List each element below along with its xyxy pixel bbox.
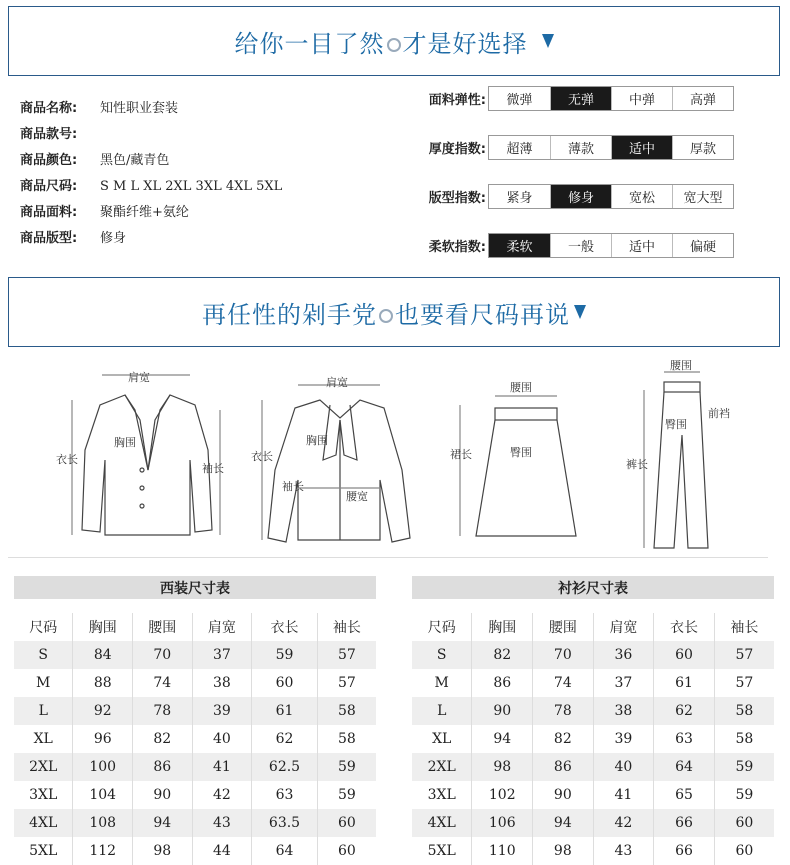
table-row (14, 837, 376, 865)
table-cell: M (434, 675, 449, 691)
table-cell: 36 (593, 641, 654, 669)
info-label: 商品颜色: (20, 153, 78, 168)
banner-size-part1: 再任性的剁手党 (202, 300, 377, 329)
table-row (14, 641, 376, 669)
info-row (20, 200, 282, 226)
banner-title (235, 24, 528, 59)
table-cell: S (14, 641, 73, 669)
shirt-waist-label: 腰宽 (346, 490, 368, 503)
table-cell: 70 (533, 641, 594, 669)
table-row (412, 641, 774, 669)
garment-diagrams (40, 360, 760, 560)
table-cell: 61 (252, 697, 318, 725)
table-cell: 59 (252, 641, 318, 669)
info-value: 聚酯纤维+氨纶 (100, 205, 189, 220)
shirt-sleeve-label: 袖长 (282, 480, 304, 493)
table-header: 衣长 (252, 613, 318, 641)
table-cell: 64 (654, 753, 715, 781)
table-header: 尺码 (29, 620, 58, 636)
table-cell: 100 (73, 753, 133, 781)
attr-option: 适中 (611, 136, 672, 159)
table-cell: 112 (73, 837, 133, 865)
table-header: 胸围 (73, 613, 133, 641)
shirt-length-label: 衣长 (251, 450, 273, 463)
attr-option: 薄款 (550, 136, 611, 159)
table-cell: 5XL (29, 843, 58, 859)
table-cell: M (36, 675, 51, 691)
pants-icon (644, 372, 708, 548)
table-row (14, 725, 376, 753)
jacket-length-label: 衣长 (56, 453, 78, 466)
attr-options (488, 233, 734, 258)
product-info (20, 96, 282, 252)
attr-option: 紧身 (506, 191, 533, 206)
info-row (20, 174, 282, 200)
suit-table-title: 西装尺寸表 (14, 576, 376, 599)
table-header: 袖长 (714, 613, 774, 641)
table-cell: XL (33, 731, 53, 747)
attr-row (408, 135, 734, 160)
attr-option: 宽大型 (672, 185, 733, 208)
arrow-down-icon (574, 305, 586, 319)
attribute-panel (408, 86, 734, 282)
info-label: 商品名称: (20, 101, 78, 116)
table-row (14, 753, 376, 781)
table-header-row (412, 613, 774, 641)
attr-options (488, 86, 734, 111)
attr-option: 超薄 (506, 142, 533, 157)
table-cell: 88 (73, 669, 133, 697)
attr-option: 偏硬 (672, 234, 733, 257)
table-cell: 84 (73, 641, 133, 669)
banner-size-title (202, 295, 570, 330)
jacket-sleeve-label: 袖长 (202, 462, 224, 475)
table-cell: 58 (317, 697, 376, 725)
shirt-icon (262, 385, 410, 542)
table-cell: 82 (472, 641, 533, 669)
table-cell: XL (432, 731, 452, 747)
table-cell: 64 (252, 837, 318, 865)
skirt-waist-label: 腰围 (510, 381, 532, 394)
table-header: 袖长 (317, 613, 376, 641)
table-header: 肩宽 (593, 613, 654, 641)
table-cell: 59 (317, 753, 376, 781)
table-cell: 102 (472, 781, 533, 809)
table-cell: 65 (654, 781, 715, 809)
table-cell: 58 (714, 725, 774, 753)
table-cell: 60 (714, 837, 774, 865)
suit-size-table (14, 576, 376, 865)
attr-option: 宽松 (611, 185, 672, 208)
attr-row (408, 86, 734, 111)
table-cell: 59 (714, 781, 774, 809)
table-cell: 78 (133, 697, 193, 725)
attr-label: 厚度指数: (428, 142, 486, 157)
table-row (412, 781, 774, 809)
table-cell: 4XL (14, 809, 73, 837)
shirt-table-title: 衬衫尺寸表 (412, 576, 774, 599)
shirt-shoulder-label: 肩宽 (326, 376, 348, 389)
info-label: 商品版型: (20, 231, 78, 246)
table-cell: 92 (73, 697, 133, 725)
table-cell: 60 (317, 837, 376, 865)
attr-option: 厚款 (672, 136, 733, 159)
skirt-length-label: 裙长 (450, 448, 472, 461)
banner-size-part2: 也要看尺码再说 (395, 300, 570, 329)
banner-title-part1: 给你一目了然 (234, 29, 385, 58)
skirt-icon (460, 396, 576, 536)
table-cell: 108 (73, 809, 133, 837)
attr-option: 一般 (550, 234, 611, 257)
pants-hip-label: 臀围 (665, 418, 687, 431)
table-cell: 43 (192, 809, 252, 837)
table-cell: 74 (533, 669, 594, 697)
table-row (14, 781, 376, 809)
table-row (412, 697, 774, 725)
attr-option: 无弹 (550, 87, 611, 110)
table-row (14, 697, 376, 725)
table-cell: 90 (472, 697, 533, 725)
shirt-size-table (412, 576, 774, 865)
banner-size (8, 277, 780, 347)
table-row (412, 725, 774, 753)
table-cell: 39 (192, 697, 252, 725)
pants-length-label: 裤长 (626, 458, 648, 471)
table-header: 衣长 (654, 613, 715, 641)
table-cell: 40 (593, 753, 654, 781)
table-cell: 60 (252, 669, 318, 697)
table-cell: 37 (192, 641, 252, 669)
table-cell: 66 (654, 837, 715, 865)
info-row (20, 148, 282, 174)
table-row (412, 837, 774, 865)
table-cell: 58 (317, 725, 376, 753)
skirt-hip-label: 臀围 (510, 446, 532, 459)
table-cell: 61 (654, 669, 715, 697)
table-cell: L (14, 697, 73, 725)
swirl-icon (379, 309, 393, 323)
table-cell: 44 (192, 837, 252, 865)
attr-option: 适中 (611, 234, 672, 257)
info-row (20, 226, 282, 252)
table-cell: 2XL (412, 753, 472, 781)
table-cell: 86 (533, 753, 594, 781)
swirl-icon (387, 38, 401, 52)
divider (8, 557, 768, 558)
table-header: 腰围 (133, 613, 193, 641)
table-cell: 98 (133, 837, 193, 865)
table-cell: 39 (593, 725, 654, 753)
attr-options (488, 184, 734, 209)
attr-options (488, 135, 734, 160)
info-label: 商品尺码: (20, 179, 78, 194)
table-cell: 82 (533, 725, 594, 753)
table-cell: 41 (593, 781, 654, 809)
table-cell: L (412, 697, 472, 725)
info-value: 知性职业套装 (100, 101, 179, 116)
arrow-down-icon (542, 34, 554, 48)
table-row (412, 809, 774, 837)
table-cell: 57 (317, 669, 376, 697)
attr-row (408, 233, 734, 258)
jacket-chest-label: 胸围 (114, 436, 136, 449)
info-row (20, 122, 282, 148)
table-cell: 41 (192, 753, 252, 781)
table-cell: 3XL (427, 787, 456, 803)
table-header: 腰围 (533, 613, 594, 641)
banner-title-part2: 才是好选择 (402, 29, 528, 58)
table-cell: 98 (472, 753, 533, 781)
table-cell: 66 (654, 809, 715, 837)
attr-row (408, 184, 734, 209)
table-cell: 70 (133, 641, 193, 669)
info-label: 商品面料: (20, 205, 78, 220)
attr-label: 柔软指数: (428, 240, 486, 255)
table-cell: 42 (593, 809, 654, 837)
table-cell: 63 (252, 781, 318, 809)
jacket-shoulder-label: 肩宽 (128, 371, 150, 384)
table-cell: 40 (192, 725, 252, 753)
attr-option: 中弹 (611, 87, 672, 110)
table-cell: 78 (533, 697, 594, 725)
attr-option: 柔软 (489, 234, 550, 257)
jacket-icon (72, 375, 220, 535)
table-cell: 38 (593, 697, 654, 725)
table-cell: 5XL (427, 843, 456, 859)
table-cell: 43 (593, 837, 654, 865)
table-cell: 86 (133, 753, 193, 781)
pants-waist-label: 腰围 (670, 360, 692, 372)
table-cell: 59 (317, 781, 376, 809)
table-cell: 90 (533, 781, 594, 809)
table-cell: 106 (472, 809, 533, 837)
info-value: 修身 (100, 231, 127, 246)
table-cell: 63 (654, 725, 715, 753)
info-label: 商品款号: (20, 127, 78, 142)
table-cell: 60 (317, 809, 376, 837)
table-cell: 94 (472, 725, 533, 753)
table-cell: 60 (654, 641, 715, 669)
attr-option: 修身 (550, 185, 611, 208)
table-cell: 42 (192, 781, 252, 809)
table-cell: 57 (317, 641, 376, 669)
table-row (14, 669, 376, 697)
table-header: 尺码 (427, 620, 456, 636)
banner-top (8, 6, 780, 76)
table-cell: 3XL (29, 787, 58, 803)
table-cell: 82 (133, 725, 193, 753)
table-header: 肩宽 (192, 613, 252, 641)
shirt-chest-label: 胸围 (306, 434, 328, 447)
table-cell: 57 (714, 641, 774, 669)
attr-option: 高弹 (672, 87, 733, 110)
table-cell: 62 (654, 697, 715, 725)
info-value: S M L XL 2XL 3XL 4XL 5XL (100, 179, 283, 194)
table-cell: 86 (472, 669, 533, 697)
table-cell: 62 (252, 725, 318, 753)
table-cell: 4XL (412, 809, 472, 837)
table-cell: 98 (533, 837, 594, 865)
table-cell: 110 (472, 837, 533, 865)
table-cell: 2XL (14, 753, 73, 781)
table-cell: 74 (133, 669, 193, 697)
table-header: 胸围 (472, 613, 533, 641)
table-cell: 94 (133, 809, 193, 837)
table-cell: 58 (714, 697, 774, 725)
table-cell: 60 (714, 809, 774, 837)
pants-rise-label: 前裆 (708, 407, 730, 420)
table-cell: 37 (593, 669, 654, 697)
attr-label: 面料弹性: (428, 93, 486, 108)
table-cell: 96 (73, 725, 133, 753)
table-cell: 38 (192, 669, 252, 697)
table-cell: 59 (714, 753, 774, 781)
table-cell: 104 (73, 781, 133, 809)
table-cell: 63.5 (252, 809, 318, 837)
table-header-row (14, 613, 376, 641)
attr-label: 版型指数: (428, 191, 486, 206)
info-value: 黑色/藏青色 (100, 153, 170, 168)
table-cell: 94 (533, 809, 594, 837)
table-cell: 57 (714, 669, 774, 697)
table-cell: 90 (133, 781, 193, 809)
table-cell: 62.5 (252, 753, 318, 781)
table-row (412, 669, 774, 697)
table-cell: S (412, 641, 472, 669)
info-row (20, 96, 282, 122)
table-row (14, 809, 376, 837)
attr-option: 微弹 (506, 93, 533, 108)
table-row (412, 753, 774, 781)
